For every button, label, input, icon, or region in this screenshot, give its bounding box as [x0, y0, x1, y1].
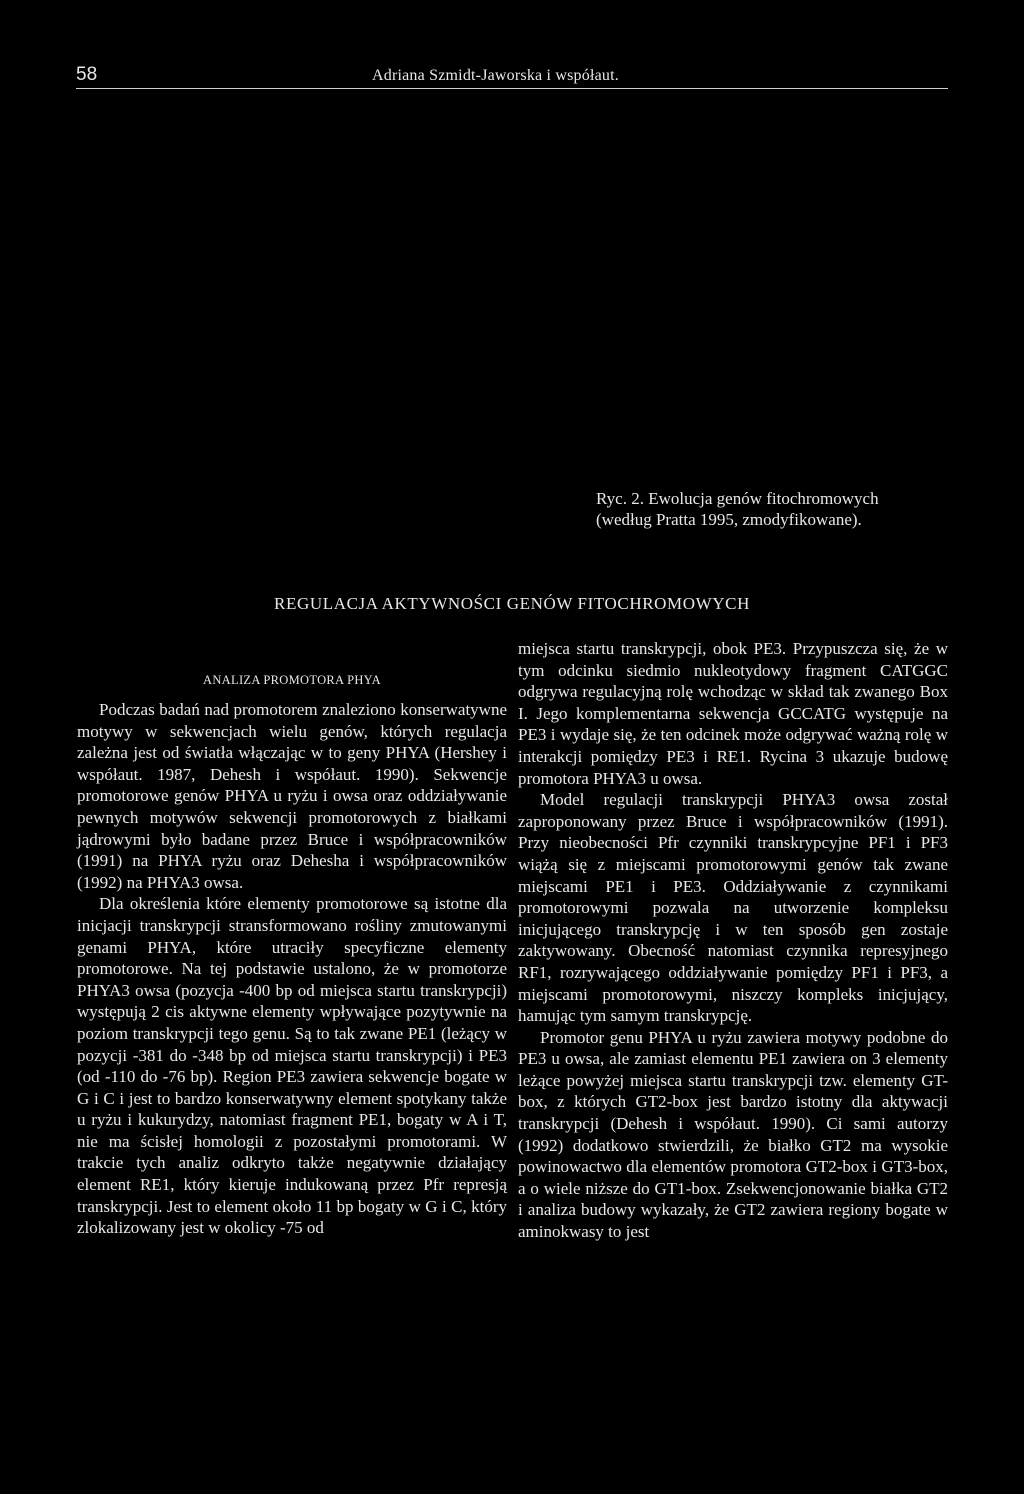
left-column — [77, 638, 507, 1239]
page-header — [76, 62, 948, 89]
right-paragraph-3: Promotor genu PHYA u ryżu zawiera motywy podobne do PE3 u owsa, ale zamiast elementu PE1 zawiera on 3 elementy leżące powyżej miejsca startu transkrypcji tzw. elementy GT-box, z których GT2-box jest bardzo istotny dla aktywacji transkrypcji (Dehesh i współaut. 1990). Ci sami autorzy (1992) dodatkowo stwierdzili, że białko GT2 ma wysokie powinowactwo dla elementów promotora GT2-box i GT3-box, a o wiele niższe do GT1-box. Zsekwencjonowanie białka GT2 i analiza budowy wykazały, że GT2 zawiera regiony bogate w aminokwasy to jest — [518, 1027, 948, 1242]
left-paragraph-1: Podczas badań nad promotorem znaleziono konserwatywne motywy w sekwencjach wielu genów, których regulacja zależna jest od światła włączając w to geny PHYA (Hershey i współaut. 1987, Dehesh i współaut. 1990). Sekwencje promotorowe genów PHYA u ryżu i owsa oraz oddziaływanie pewnych motywów sekwencji promotorowych z białkami jądrowymi było badane przez Bruce i współpracowników (1991) na PHYA ryżu oraz Dehesha i współpracowników (1992) na PHYA3 owsa. — [77, 700, 507, 892]
right-paragraph-1: miejsca startu transkrypcji, obok PE3. Przypuszcza się, że w tym odcinku siedmio nukleotydowy fragment CATGGC odgrywa regulacyjną rolę wchodząc w skład tak zwanego Box I. Jego komplementarna sekwencja GCCATG występuje na PE3 i wydaje się, że ten odcinek może odgrywać ważną rolę w interakcji pomiędzy PE3 i RE1. Rycina 3 ukazuje budowę promotora PHYA3 u owsa. — [518, 639, 948, 788]
right-paragraph-2: Model regulacji transkrypcji PHYA3 owsa został zaproponowany przez Bruce i współpracowników (1991). Przy nieobecności Pfr czynniki transkrypcyjne PF1 i PF3 wiążą się z miejscami promotorowymi genów tak zwane miejscami PE1 i PE3. Oddziaływanie z czynnikami promotorowymi pozwala na utworzenie kompleksu inicjującego transkrypcję i w ten sposób gen zostaje zaktywowany. Obecność natomiast czynnika represyjnego RF1, rozrywającego oddziaływanie pomiędzy PF1 i PF3, a miejscami promotorowymi, niszczy kompleks inicjujący, hamując tym samym transkrypcję. — [518, 790, 948, 1026]
section-title: REGULACJA AKTYWNOŚCI GENÓW FITOCHROMOWYCH — [274, 594, 750, 613]
subsection-title: ANALIZA PROMOTORA PHYA — [203, 673, 381, 687]
right-column — [518, 638, 948, 1243]
figure-area — [76, 100, 948, 480]
left-paragraph-2: Dla określenia które elementy promotorowe są istotne dla inicjacji transkrypcji stransformowano rośliny zmutowanymi genami PHYA, które utraciły specyficzne elementy promotorowe. Na tej podstawie ustalono, że w promotorze PHYA3 owsa (pozycja -400 bp od miejsca startu transkrypcji) występują 2 cis aktywne elementy wpływające pozytywnie na poziom transkrypcji tego genu. Są to tak zwane PE1 (leżący w pozycji -381 do -348 bp od miejsca startu transkrypcji) i PE3 (od -110 do -76 bp). Region PE3 zawiera sekwencje bogate w G i C i jest to bardzo konserwatywny element spotykany także u ryżu i kukurydzy, natomiast fragment PE1, bogaty w A i T, nie ma ścisłej homologii z pozostałymi promotorami. W trakcie tych analiz odkryto także negatywnie działający element RE1, który kieruje indukowaną przez Pfr represją transkrypcji. Jest to element około 11 bp bogaty w G i C, który zlokalizowany jest w okolicy -75 od — [77, 894, 507, 1238]
caption-line-1: Ryc. 2. Ewolucja genów fitochromowych — [596, 489, 879, 508]
caption-line-2: (według Pratta 1995, zmodyfikowane). — [596, 510, 862, 529]
page-number: 58 — [76, 64, 98, 85]
running-head: Adriana Szmidt-Jaworska i współaut. — [372, 67, 619, 84]
figure-caption — [596, 488, 956, 530]
